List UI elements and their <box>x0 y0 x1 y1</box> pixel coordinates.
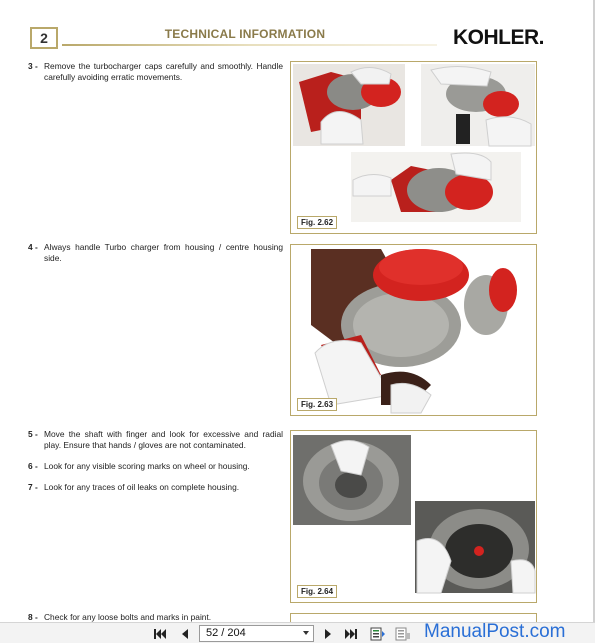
figure-label: Fig. 2.64 <box>297 585 337 598</box>
step-item <box>28 242 283 263</box>
turbocharger-handling-photo <box>291 245 537 416</box>
step-item <box>28 61 283 82</box>
step-number: 4 - <box>28 242 38 252</box>
chevron-down-icon <box>303 631 309 635</box>
outline-icon[interactable] <box>395 626 411 641</box>
figure-label: Fig. 2.63 <box>297 398 337 411</box>
step-number: 5 - <box>28 429 38 439</box>
page-number-select[interactable] <box>199 625 314 642</box>
step-item <box>28 482 283 493</box>
next-page-icon[interactable] <box>320 626 336 641</box>
page-indicator: 52 / 204 <box>206 627 246 639</box>
step-number: 8 - <box>28 612 38 622</box>
section-number: 2 <box>40 30 48 46</box>
figure-2-62 <box>290 61 537 234</box>
thumbnails-icon[interactable] <box>370 626 386 641</box>
step-text: Always handle Turbo charger from housing / centre housing side. <box>44 242 283 263</box>
step-number: 3 - <box>28 61 38 71</box>
step-text: Remove the turbocharger caps carefully and smoothly. Handle carefully avoiding erratic movements. <box>44 61 283 82</box>
step-text: Look for any traces of oil leaks on complete housing. <box>44 482 240 492</box>
last-page-icon[interactable] <box>343 626 359 641</box>
viewer-toolbar <box>0 622 595 643</box>
section-number-box <box>30 27 58 49</box>
previous-page-icon[interactable] <box>177 626 193 641</box>
figure-2-64 <box>290 430 537 603</box>
step-item <box>28 461 283 472</box>
page-title: TECHNICAL INFORMATION <box>164 27 326 41</box>
step-number: 6 - <box>28 461 38 471</box>
step-text: Check for any loose bolts and marks in paint. <box>44 612 212 622</box>
figure-label: Fig. 2.62 <box>297 216 337 229</box>
step-item <box>28 612 283 622</box>
kohler-logo: KOHLER. <box>453 26 544 49</box>
step-item <box>28 429 283 450</box>
first-page-icon[interactable] <box>152 626 168 641</box>
turbocharger-caps-photo <box>291 62 537 234</box>
step-number: 7 - <box>28 482 38 492</box>
figure-2-63 <box>290 244 537 416</box>
step-text: Move the shaft with finger and look for excessive and radial play. Ensure that hands / gloves are not contaminated. <box>44 429 283 450</box>
shaft-inspection-photo <box>291 431 537 603</box>
step-text: Look for any visible scoring marks on wheel or housing. <box>44 461 250 471</box>
header-divider <box>62 44 437 46</box>
brand-watermark: ManualPost.com <box>424 621 566 642</box>
